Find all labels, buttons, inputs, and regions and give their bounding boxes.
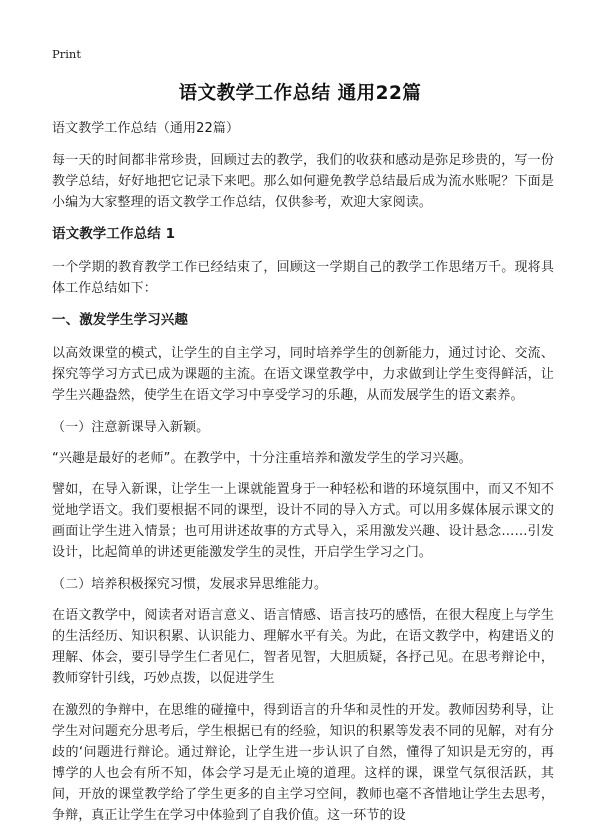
paragraph-efficient-classroom: 以高效课堂的模式，让学生的自主学习，同时培养学生的创新能力，通过讨论、交流、探究等学习方式已成为课题的主流。在语文课堂教学中，力求做到让学生变得鲜活，让学生兴趣盎然，使学生在语文学习中享受学习的乐趣，从而发展学生的语文素养。	[52, 346, 554, 403]
intro-paragraph: 每一天的时间都非常珍贵，回顾过去的教学，我们的收获和感动是弥足珍贵的，写一份教学总结，好好地把它记录下来吧。那么如何避免教学总结最后成为流水账呢？下面是小编为大家整理的语文教学工作总结，仅供参考，欢迎大家阅读。	[52, 153, 554, 210]
paragraph-lesson-intro: 譬如，在导入新课，让学生一上课就能置身于一种轻松和谐的环境氛围中，而又不知不觉地学语文。我们要根据不同的课型，设计不同的导入方式。可以用多媒体展示课文的画面让学生进入情景；也可用讲述故事的方式导入，采用激发兴趣、设计悬念……引发设计，比起简单的讲述更能激发学生的灵性，开启学生学习之门。	[52, 482, 554, 560]
print-label: Print	[52, 47, 81, 61]
heading-interest: 一、激发学生学习兴趣	[52, 312, 188, 328]
document-body	[52, 118, 554, 837]
page-title: 语文教学工作总结 通用22篇	[178, 83, 422, 104]
subheading-new-lesson: （一）注意新课导入新颖。	[52, 420, 210, 435]
subheading-exploration: （二）培养积极探究习惯，发展求异思维能力。	[52, 577, 328, 592]
document-subtitle: 语文教学工作总结（通用22篇）	[52, 121, 240, 136]
quote-paragraph: “兴趣是最好的老师”。在教学中，十分注重培养和激发学生的学习兴趣。	[52, 451, 472, 466]
paragraph-debate: 在激烈的争辩中，在思维的碰撞中，得到语言的升华和灵性的开发。教师因势利导，让学生对问题充分思考后，学生根据已有的经验，知识的积累等发表不同的见解，对有分歧的‘问题进行辩论。通过辩论，让学生进一步认识了自然，懂得了知识是无穷的，再博学的人也会有所不知，体会学习是无止境的道理。这样的课，课堂气氛很活跃，其间，开放的课堂教学给了学生更多的自主学习空间，教师也毫不吝惜地让学生去思考，争辩，真正让学生在学习中体验到了自我价值。这一环节的设	[52, 703, 554, 823]
paragraph-reading: 在语文教学中，阅读者对语言意义、语言情感、语言技巧的感悟，在很大程度上与学生的生活经历、知识积累、认识能力、理解水平有关。为此，在语文教学中，构建语义的理解、体会，要引导学生仁者见仁，智者见智，大胆质疑，各抒己见。在思考辩论中，教师穿针引线，巧妙点拨，以促进学生	[52, 608, 554, 686]
section-intro-paragraph: 一个学期的教育教学工作已经结束了，回顾这一学期自己的教学工作思绪万千。现将具体工作总结如下：	[52, 260, 554, 296]
section-title: 语文教学工作总结 1	[52, 226, 176, 242]
